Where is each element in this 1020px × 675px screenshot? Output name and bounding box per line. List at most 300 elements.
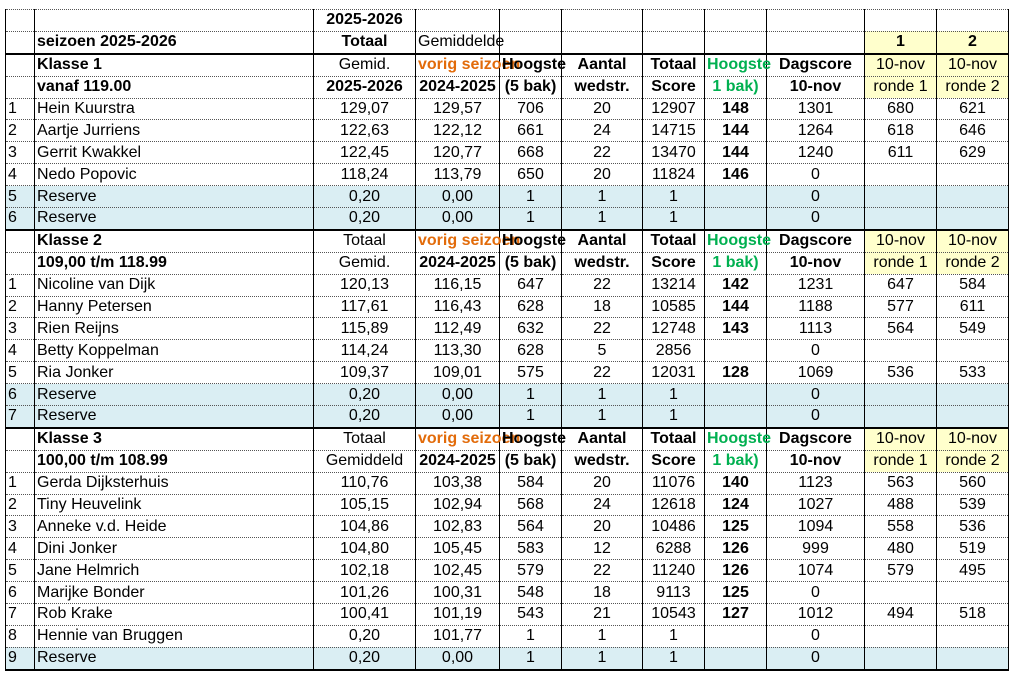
rank-number: 6 — [6, 384, 35, 406]
highest-5-bak: 661 — [500, 120, 562, 142]
player-name: Reserve — [35, 186, 314, 208]
score-label: Score — [643, 450, 705, 472]
date-label: 10-nov — [767, 76, 865, 98]
class-range: vanaf 119.00 — [35, 76, 314, 98]
prev-season-label: 2024-2025 — [416, 252, 500, 274]
average-current: 129,07 — [314, 98, 416, 120]
highest-5-bak: 584 — [500, 472, 562, 494]
dagscore-label: Dagscore — [767, 54, 865, 76]
round-date-1: 10-nov — [865, 230, 937, 252]
match-count: 22 — [562, 274, 643, 296]
highest-5-bak: 1 — [500, 406, 562, 428]
average-previous: 103,38 — [416, 472, 500, 494]
total-score: 10585 — [643, 296, 705, 318]
player-row — [6, 340, 1009, 362]
round-2-score: 536 — [937, 516, 1009, 538]
date-label: 10-nov — [767, 252, 865, 274]
ronde-1-label: ronde 1 — [865, 252, 937, 274]
hoogste-green-label: Hoogste — [705, 428, 767, 450]
rank-number: 6 — [6, 582, 35, 604]
average-previous: 102,83 — [416, 516, 500, 538]
highest-1-bak — [705, 647, 767, 669]
highest-1-bak: 144 — [705, 120, 767, 142]
round-2-score: 539 — [937, 494, 1009, 516]
total-score: 12618 — [643, 494, 705, 516]
hoogste-green-label: Hoogste — [705, 54, 767, 76]
average-current: 0,20 — [314, 625, 416, 647]
total-score: 9113 — [643, 582, 705, 604]
rank-number: 4 — [6, 538, 35, 560]
average-current: 118,24 — [314, 164, 416, 186]
dagscore-label: Dagscore — [767, 230, 865, 252]
player-name: Rob Krake — [35, 604, 314, 626]
round-1-score — [865, 406, 937, 428]
totaal-header: Totaal — [314, 31, 416, 53]
match-count: 1 — [562, 384, 643, 406]
highest-1-bak — [705, 340, 767, 362]
day-score: 1123 — [767, 472, 865, 494]
rank-number: 9 — [6, 647, 35, 669]
player-row — [6, 472, 1009, 494]
highest-1-bak: 143 — [705, 318, 767, 340]
round-2-score: 611 — [937, 296, 1009, 318]
highest-1-bak: 144 — [705, 296, 767, 318]
round-1-score: 680 — [865, 98, 937, 120]
class-header-row — [6, 54, 1009, 76]
player-name: Reserve — [35, 384, 314, 406]
player-name: Marijke Bonder — [35, 582, 314, 604]
class-subheader-row — [6, 450, 1009, 472]
highest-5-bak: 1 — [500, 625, 562, 647]
total-score: 11076 — [643, 472, 705, 494]
average-previous: 113,30 — [416, 340, 500, 362]
total-score: 1 — [643, 406, 705, 428]
total-score: 1 — [643, 625, 705, 647]
round-1-score — [865, 186, 937, 208]
vorig-seizoen-label: vorig seizoen — [416, 54, 500, 76]
average-current: 101,26 — [314, 582, 416, 604]
vorig-seizoen-label: vorig seizoen — [416, 428, 500, 450]
average-previous: 129,57 — [416, 98, 500, 120]
round-2-score — [937, 582, 1009, 604]
highest-1-bak: 125 — [705, 582, 767, 604]
round-1-score: 488 — [865, 494, 937, 516]
day-score: 1264 — [767, 120, 865, 142]
average-previous: 102,45 — [416, 560, 500, 582]
player-row — [6, 384, 1009, 406]
average-current: 0,20 — [314, 647, 416, 669]
average-current: 104,86 — [314, 516, 416, 538]
player-row — [6, 362, 1009, 384]
round-2-score — [937, 625, 1009, 647]
score-label: Score — [643, 76, 705, 98]
class-name: Klasse 2 — [35, 230, 314, 252]
rank-number: 4 — [6, 340, 35, 362]
day-score: 1188 — [767, 296, 865, 318]
total-score: 10543 — [643, 604, 705, 626]
average-previous: 113,79 — [416, 164, 500, 186]
player-name: Betty Koppelman — [35, 340, 314, 362]
match-count: 24 — [562, 120, 643, 142]
total-score: 14715 — [643, 120, 705, 142]
match-count: 22 — [562, 142, 643, 164]
day-score: 1301 — [767, 98, 865, 120]
class-header-row — [6, 428, 1009, 450]
rank-number: 3 — [6, 318, 35, 340]
col-title-top: Totaal — [314, 230, 416, 252]
rank-number: 5 — [6, 560, 35, 582]
total-score: 13470 — [643, 142, 705, 164]
player-name: Ria Jonker — [35, 362, 314, 384]
highest-1-bak: 146 — [705, 164, 767, 186]
match-count: 21 — [562, 604, 643, 626]
empty-cell — [6, 230, 35, 252]
average-previous: 0,00 — [416, 647, 500, 669]
average-current: 117,61 — [314, 296, 416, 318]
round-2-score: 584 — [937, 274, 1009, 296]
total-score: 10486 — [643, 516, 705, 538]
round-1-score: 536 — [865, 362, 937, 384]
player-row — [6, 186, 1009, 208]
highest-1-bak: 128 — [705, 362, 767, 384]
match-count: 1 — [562, 186, 643, 208]
one-bak-label: 1 bak) — [705, 252, 767, 274]
average-current: 100,41 — [314, 604, 416, 626]
highest-5-bak: 1 — [500, 384, 562, 406]
day-score: 0 — [767, 186, 865, 208]
average-previous: 101,77 — [416, 625, 500, 647]
round-number-2: 2 — [937, 31, 1009, 53]
round-1-score — [865, 208, 937, 230]
average-current: 0,20 — [314, 208, 416, 230]
match-count: 24 — [562, 494, 643, 516]
totaal-label: Totaal — [643, 54, 705, 76]
total-score: 1 — [643, 647, 705, 669]
total-score: 12907 — [643, 98, 705, 120]
wedstr-label: wedstr. — [562, 450, 643, 472]
player-name: Tiny Heuvelink — [35, 494, 314, 516]
round-2-score — [937, 340, 1009, 362]
round-2-score — [937, 186, 1009, 208]
round-2-score: 549 — [937, 318, 1009, 340]
rank-number: 5 — [6, 186, 35, 208]
col-title-top: Totaal — [314, 428, 416, 450]
average-previous: 0,00 — [416, 208, 500, 230]
empty-cell — [6, 54, 35, 76]
average-previous: 116,43 — [416, 296, 500, 318]
empty-cell — [6, 252, 35, 274]
player-row — [6, 406, 1009, 428]
average-current: 120,13 — [314, 274, 416, 296]
player-row — [6, 318, 1009, 340]
player-row — [6, 647, 1009, 669]
round-1-score: 579 — [865, 560, 937, 582]
empty-cell — [6, 76, 35, 98]
total-score: 2856 — [643, 340, 705, 362]
rank-number: 1 — [6, 472, 35, 494]
rank-number: 2 — [6, 296, 35, 318]
highest-5-bak: 1 — [500, 647, 562, 669]
day-score: 1074 — [767, 560, 865, 582]
day-score: 1027 — [767, 494, 865, 516]
day-score: 999 — [767, 538, 865, 560]
wedstr-label: wedstr. — [562, 252, 643, 274]
average-current: 115,89 — [314, 318, 416, 340]
highest-5-bak: 583 — [500, 538, 562, 560]
player-name: Anneke v.d. Heide — [35, 516, 314, 538]
player-row — [6, 120, 1009, 142]
class-name: Klasse 1 — [35, 54, 314, 76]
gemiddelde-header: Gemiddelde — [416, 31, 500, 53]
match-count: 22 — [562, 560, 643, 582]
five-bak-label: (5 bak) — [500, 252, 562, 274]
date-label: 10-nov — [767, 450, 865, 472]
day-score: 1012 — [767, 604, 865, 626]
average-current: 104,80 — [314, 538, 416, 560]
totaal-label: Totaal — [643, 230, 705, 252]
col-title-bottom: Gemid. — [314, 252, 416, 274]
round-date-1: 10-nov — [865, 54, 937, 76]
player-name: Hennie van Bruggen — [35, 625, 314, 647]
round-2-score: 629 — [937, 142, 1009, 164]
player-name: Hein Kuurstra — [35, 98, 314, 120]
round-1-score — [865, 164, 937, 186]
highest-5-bak: 579 — [500, 560, 562, 582]
day-score: 0 — [767, 625, 865, 647]
average-previous: 116,15 — [416, 274, 500, 296]
hoogste-label: Hoogste — [500, 230, 562, 252]
day-score: 1231 — [767, 274, 865, 296]
day-score: 0 — [767, 384, 865, 406]
average-previous: 112,49 — [416, 318, 500, 340]
dagscore-label: Dagscore — [767, 428, 865, 450]
round-1-score — [865, 384, 937, 406]
average-current: 102,18 — [314, 560, 416, 582]
highest-1-bak: 125 — [705, 516, 767, 538]
match-count: 18 — [562, 296, 643, 318]
rank-number: 3 — [6, 516, 35, 538]
rank-number: 4 — [6, 164, 35, 186]
match-count: 20 — [562, 98, 643, 120]
round-1-score: 558 — [865, 516, 937, 538]
hoogste-green-label: Hoogste — [705, 230, 767, 252]
player-name: Reserve — [35, 647, 314, 669]
highest-5-bak: 548 — [500, 582, 562, 604]
round-1-score: 494 — [865, 604, 937, 626]
rank-number: 2 — [6, 494, 35, 516]
player-row — [6, 164, 1009, 186]
rank-number: 1 — [6, 98, 35, 120]
average-current: 109,37 — [314, 362, 416, 384]
round-1-score — [865, 625, 937, 647]
round-2-score: 646 — [937, 120, 1009, 142]
highest-1-bak: 126 — [705, 538, 767, 560]
total-score: 6288 — [643, 538, 705, 560]
year-header: 2025-2026 — [314, 10, 416, 32]
highest-5-bak: 1 — [500, 208, 562, 230]
total-score: 13214 — [643, 274, 705, 296]
day-score: 0 — [767, 582, 865, 604]
ronde-1-label: ronde 1 — [865, 450, 937, 472]
average-previous: 122,12 — [416, 120, 500, 142]
player-name: Nedo Popovic — [35, 164, 314, 186]
col-title-bottom: Gemiddeld — [314, 450, 416, 472]
highest-5-bak: 568 — [500, 494, 562, 516]
average-previous: 0,00 — [416, 384, 500, 406]
player-row — [6, 538, 1009, 560]
highest-1-bak — [705, 406, 767, 428]
wedstr-label: wedstr. — [562, 76, 643, 98]
day-score: 0 — [767, 406, 865, 428]
class-subheader-row — [6, 76, 1009, 98]
match-count: 1 — [562, 647, 643, 669]
ronde-2-label: ronde 2 — [937, 252, 1009, 274]
highest-5-bak: 632 — [500, 318, 562, 340]
highest-5-bak: 628 — [500, 340, 562, 362]
five-bak-label: (5 bak) — [500, 450, 562, 472]
day-score: 1069 — [767, 362, 865, 384]
highest-1-bak: 144 — [705, 142, 767, 164]
highest-1-bak: 140 — [705, 472, 767, 494]
player-name: Reserve — [35, 406, 314, 428]
average-current: 0,20 — [314, 384, 416, 406]
average-current: 0,20 — [314, 406, 416, 428]
player-row — [6, 516, 1009, 538]
rank-number: 2 — [6, 120, 35, 142]
average-current: 122,63 — [314, 120, 416, 142]
day-score: 0 — [767, 164, 865, 186]
highest-5-bak: 1 — [500, 186, 562, 208]
highest-5-bak: 647 — [500, 274, 562, 296]
average-previous: 109,01 — [416, 362, 500, 384]
day-score: 0 — [767, 208, 865, 230]
score-label: Score — [643, 252, 705, 274]
rank-number: 1 — [6, 274, 35, 296]
match-count: 18 — [562, 582, 643, 604]
round-2-score: 519 — [937, 538, 1009, 560]
round-1-score: 618 — [865, 120, 937, 142]
average-previous: 101,19 — [416, 604, 500, 626]
round-2-score: 533 — [937, 362, 1009, 384]
five-bak-label: (5 bak) — [500, 76, 562, 98]
highest-5-bak: 628 — [500, 296, 562, 318]
average-current: 110,76 — [314, 472, 416, 494]
round-1-score — [865, 582, 937, 604]
total-score: 11824 — [643, 164, 705, 186]
empty-cell — [6, 428, 35, 450]
class-name: Klasse 3 — [35, 428, 314, 450]
one-bak-label: 1 bak) — [705, 76, 767, 98]
total-score: 12748 — [643, 318, 705, 340]
round-date-1: 10-nov — [865, 428, 937, 450]
round-1-score: 564 — [865, 318, 937, 340]
one-bak-label: 1 bak) — [705, 450, 767, 472]
match-count: 12 — [562, 538, 643, 560]
average-current: 114,24 — [314, 340, 416, 362]
col-title-top: Gemid. — [314, 54, 416, 76]
highest-1-bak: 148 — [705, 98, 767, 120]
match-count: 20 — [562, 164, 643, 186]
player-row — [6, 625, 1009, 647]
player-row — [6, 296, 1009, 318]
average-current: 105,15 — [314, 494, 416, 516]
total-score: 1 — [643, 208, 705, 230]
player-name: Hanny Petersen — [35, 296, 314, 318]
aantal-label: Aantal — [562, 230, 643, 252]
player-row — [6, 582, 1009, 604]
average-previous: 120,77 — [416, 142, 500, 164]
highest-1-bak: 127 — [705, 604, 767, 626]
vorig-seizoen-label: vorig seizoen — [416, 230, 500, 252]
player-row — [6, 98, 1009, 120]
player-name: Gerrit Kwakkel — [35, 142, 314, 164]
round-2-score: 560 — [937, 472, 1009, 494]
match-count: 20 — [562, 516, 643, 538]
player-name: Jane Helmrich — [35, 560, 314, 582]
standings-table — [5, 9, 1009, 671]
total-score: 12031 — [643, 362, 705, 384]
match-count: 1 — [562, 406, 643, 428]
rank-number: 7 — [6, 406, 35, 428]
average-current: 0,20 — [314, 186, 416, 208]
round-1-score: 647 — [865, 274, 937, 296]
empty-cell — [6, 450, 35, 472]
class-subheader-row — [6, 252, 1009, 274]
round-2-score — [937, 164, 1009, 186]
rank-number: 5 — [6, 362, 35, 384]
player-name: Nicoline van Dijk — [35, 274, 314, 296]
player-name: Aartje Jurriens — [35, 120, 314, 142]
highest-1-bak: 142 — [705, 274, 767, 296]
day-score: 0 — [767, 647, 865, 669]
highest-1-bak: 124 — [705, 494, 767, 516]
prev-season-label: 2024-2025 — [416, 450, 500, 472]
round-2-score: 621 — [937, 98, 1009, 120]
total-score: 1 — [643, 186, 705, 208]
highest-5-bak: 575 — [500, 362, 562, 384]
average-current: 122,45 — [314, 142, 416, 164]
round-1-score: 563 — [865, 472, 937, 494]
highest-1-bak: 126 — [705, 560, 767, 582]
highest-1-bak — [705, 186, 767, 208]
average-previous: 102,94 — [416, 494, 500, 516]
class-range: 109,00 t/m 118.99 — [35, 252, 314, 274]
season-label: seizoen 2025-2026 — [35, 31, 314, 53]
rank-number: 7 — [6, 604, 35, 626]
round-1-score: 480 — [865, 538, 937, 560]
round-2-score — [937, 406, 1009, 428]
ronde-2-label: ronde 2 — [937, 76, 1009, 98]
average-previous: 0,00 — [416, 186, 500, 208]
totaal-label: Totaal — [643, 428, 705, 450]
highest-1-bak — [705, 384, 767, 406]
player-row — [6, 208, 1009, 230]
day-score: 1094 — [767, 516, 865, 538]
rank-number: 8 — [6, 625, 35, 647]
header-row-2 — [6, 31, 1009, 53]
player-name: Reserve — [35, 208, 314, 230]
match-count: 1 — [562, 208, 643, 230]
aantal-label: Aantal — [562, 428, 643, 450]
hoogste-label: Hoogste — [500, 54, 562, 76]
highest-5-bak: 650 — [500, 164, 562, 186]
class-range: 100,00 t/m 108.99 — [35, 450, 314, 472]
ronde-2-label: ronde 2 — [937, 450, 1009, 472]
prev-season-label: 2024-2025 — [416, 76, 500, 98]
highest-1-bak — [705, 208, 767, 230]
highest-5-bak: 543 — [500, 604, 562, 626]
day-score: 1113 — [767, 318, 865, 340]
